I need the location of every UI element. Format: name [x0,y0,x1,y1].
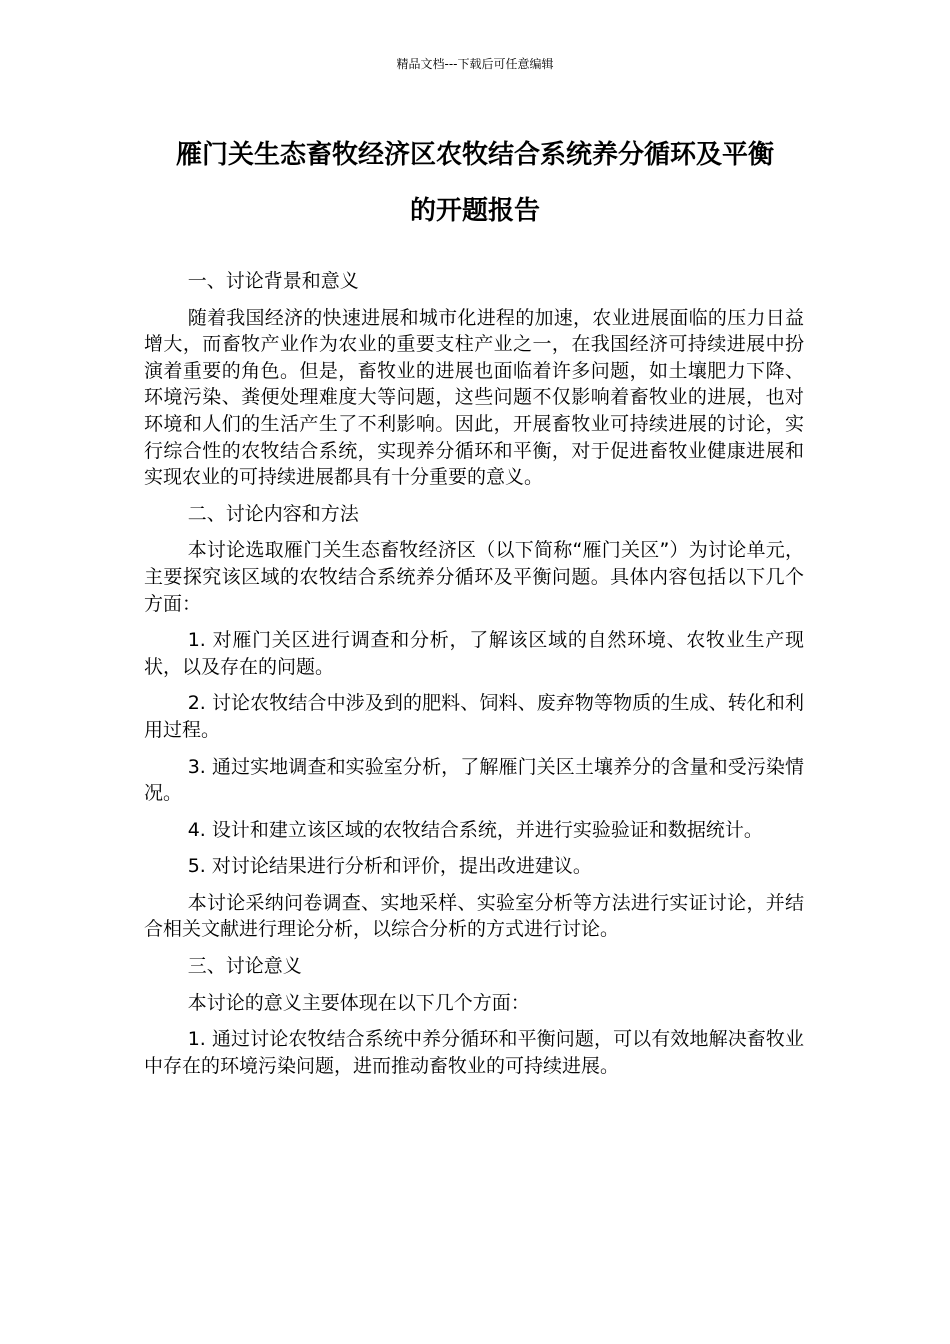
list-item-content-4: 4. 设计和建立该区域的农牧结合系统，并进行实验验证和数据统计。 [187,818,763,841]
document-title-line-1: 雁门关生态畜牧经济区农牧结合系统养分循环及平衡 [175,140,774,170]
document-body [144,268,804,1089]
document-title-line-2: 的开题报告 [409,196,540,226]
section-heading-background: 一、讨论背景和意义 [187,270,359,292]
list-item-content-3: 3. 通过实地调查和实验室分析，了解雁门关区土壤养分的含量和受污染情况。 [144,755,804,805]
paragraph-background: 随着我国经济的快速进展和城市化进程的加速，农业进展面临的压力日益增大，而畜牧产业作为农业的重要支柱产业之一，在我国经济可持续进展中扮演着重要的角色。但是，畜牧业的进展也面临着许多问题，如土壤肥力下降、环境污染、粪便处理难度大等问题，这些问题不仅影响着畜牧业的进展，也对环境和人们的生活产生了不利影响。因此，开展畜牧业可持续进展的讨论，实行综合性的农牧结合系统，实现养分循环和平衡，对于促进畜牧业健康进展和实现农业的可持续进展都具有十分重要的意义。 [144,306,804,489]
list-item-significance-1: 1. 通过讨论农牧结合系统中养分循环和平衡问题，可以有效地解决畜牧业中存在的环境污染问题，进而推动畜牧业的可持续进展。 [144,1028,804,1077]
list-item-content-1: 1. 对雁门关区进行调查和分析，了解该区域的自然环境、农牧业生产现状，以及存在的问题。 [144,629,804,678]
list-item-content-2: 2. 讨论农牧结合中涉及到的肥料、饲料、废弃物等物质的生成、转化和利用过程。 [144,692,804,741]
list-item-content-5: 5. 对讨论结果进行分析和评价，提出改进建议。 [187,855,592,878]
section-heading-content-methods: 二、讨论内容和方法 [187,502,359,525]
paragraph-content-intro: 本讨论选取雁门关生态畜牧经济区（以下简称“雁门关区”）为讨论单元，主要探究该区域的农牧结合系统养分循环及平衡问题。具体内容包括以下几个方面： [144,539,804,615]
page-header-watermark: 精品文档---下载后可任意编辑 [396,57,554,71]
paragraph-significance-intro: 本讨论的意义主要体现在以下几个方面： [187,991,530,1014]
section-heading-significance: 三、讨论意义 [187,955,302,978]
paragraph-methods: 本讨论采纳问卷调查、实地采样、实验室分析等方法进行实证讨论，并结合相关文献进行理论分析，以综合分析的方式进行讨论。 [144,891,804,941]
